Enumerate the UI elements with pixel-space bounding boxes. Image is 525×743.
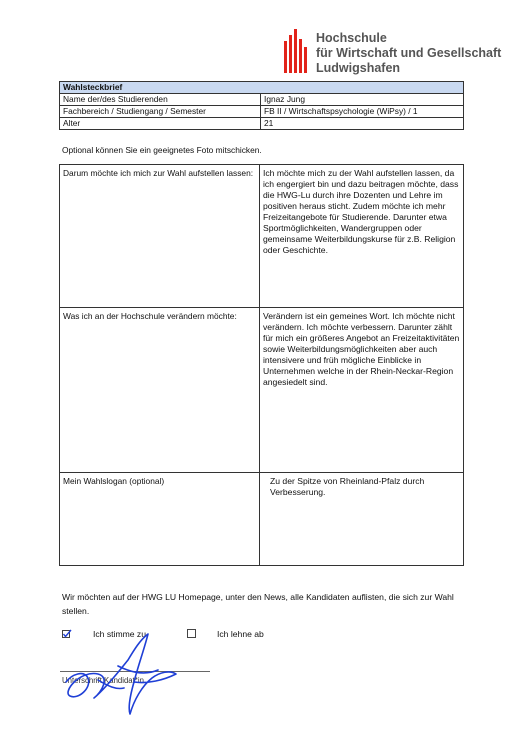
decline-label: Ich lehne ab (217, 629, 264, 639)
university-logo-icon (284, 29, 308, 73)
change-question: Was ich an der Hochschule verändern möchte: (60, 308, 260, 473)
table-row (60, 118, 464, 130)
table-row (60, 165, 464, 308)
table-row (60, 106, 464, 118)
department-label: Fachbereich / Studiengang / Semester (60, 106, 261, 118)
university-name-line2: für Wirtschaft und Gesellschaft (316, 46, 502, 60)
motivation-answer: Ich möchte mich zu der Wahl aufstellen lassen, da ich engergiert bin und dazu beitragen möchte, dass die HWG-Lu durch ihre Dozenten und Lehre im positiven heraus sticht. Zudem möchte ich mehr Freizeitangebote für Studierende. Darunter etwa Sportmöglichkeiten, Wandergruppen oder gemeinsame Weiterbildungskurse für z.B. Religion oder Geschichte. (260, 165, 464, 308)
university-name-line1: Hochschule (316, 31, 387, 45)
name-label: Name der/des Studierenden (60, 94, 261, 106)
university-name-line3: Ludwigshafen (316, 61, 401, 75)
homepage-note: Wir möchten auf der HWG LU Homepage, unter den News, alle Kandidaten auflisten, die sich zur Wahl stellen. (62, 592, 454, 616)
table-row (60, 94, 464, 106)
agree-label: Ich stimme zu (93, 629, 147, 639)
candidate-questions-table (59, 164, 464, 566)
motivation-question: Darum möchte ich mich zur Wahl aufstellen lassen: (60, 165, 260, 308)
table-row (60, 308, 464, 473)
name-value: Ignaz Jung (261, 94, 464, 106)
table-row (60, 473, 464, 566)
decline-option[interactable] (187, 629, 196, 640)
slogan-answer: Zu der Spitze von Rheinland-Pfalz durch Verbesserung. (270, 476, 425, 497)
signature-label: Unterschrift Kandidat*in (62, 676, 144, 685)
handwritten-signature (58, 630, 178, 720)
profile-title: Wahlsteckbrief (60, 82, 464, 94)
photo-note: Optional können Sie ein geeignetes Foto mitschicken. (62, 145, 262, 155)
change-answer: Verändern ist ein gemeines Wort. Ich möchte nicht verändern. Ich möchte verbessern. Darunter zählt für mich ein größeres Angebot an Freizeitaktivitäten sowie Weiterbildungsmöglichkeiten aber auch intensivere und früh mögliche Einblicke in Unternehmen welche in der Rhein-Neckar-Region angesiedelt sind. (260, 308, 464, 473)
decline-checkbox[interactable] (187, 629, 196, 638)
slogan-question: Mein Wahlslogan (optional) (60, 473, 260, 566)
slogan-cell (260, 473, 464, 566)
age-value: 21 (261, 118, 464, 130)
age-label: Alter (60, 118, 261, 130)
university-name (316, 31, 501, 76)
department-value: FB II / Wirtschaftspsychologie (WiPsy) / 1 (261, 106, 464, 118)
profile-info-table (59, 81, 464, 130)
